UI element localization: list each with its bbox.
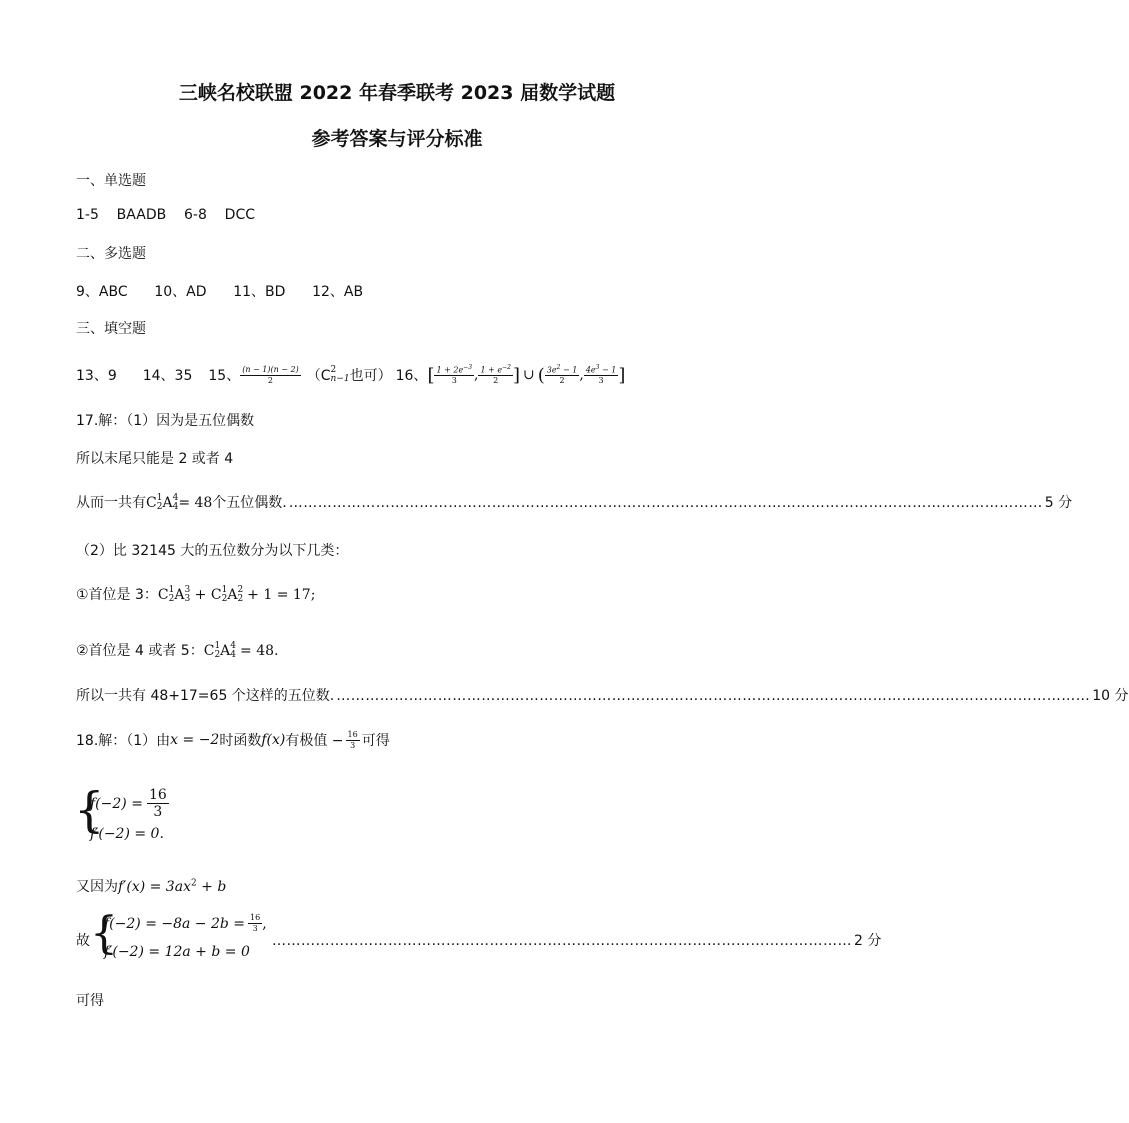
q18-system1-row2: f′(−2) = 0.: [90, 826, 164, 842]
q18-system1-row1: f(−2) = $\frac{16}{3}$: [90, 787, 167, 820]
answer-13: 13、9: [76, 368, 117, 384]
q17-line1: 17.解：（1）因为是五位偶数: [76, 413, 255, 429]
q18-line4-leader: ………………………………………………………………………………………………………… 2 分: [272, 930, 698, 950]
score-leader: …………………………………………………………………………………………………………………………………………: [336, 688, 1091, 704]
answer-15-alt-indices: 2 n−1: [330, 365, 350, 384]
answer-16-frac-c: $\frac{3e^2 - 1}{2}$: [546, 363, 578, 386]
answer-15-fraction: $\frac{(n - 1)(n - 2)}{2}$: [242, 364, 299, 385]
page-subtitle: 参考答案与评分标准: [311, 128, 483, 150]
q17-line6: ②首位是 4 或者 5： C 1 2 A 4 4 = 48.: [76, 641, 279, 660]
q17-score-1: 5 分: [1044, 495, 1073, 511]
answer-16-label: 16、: [395, 368, 428, 384]
q18-line4-prefix: 故: [76, 933, 90, 949]
q17-combination-formula: C 1 2 A 4 4: [146, 493, 179, 512]
q18-score-1: 2 分: [854, 933, 882, 949]
q17-line3: 从而一共有 C 1 2 A 4 4 = 48个五位偶数. ………………………………………………………………………………………………………………………………………… 5 分: [76, 493, 1073, 512]
answer-15-label: 15、: [208, 368, 241, 384]
answer-15-alt-close: 也可）: [349, 368, 392, 384]
single-choice-answers: 1-5 BAADB 6-8 DCC: [76, 207, 255, 223]
score-leader: …………………………………………………………………………………………………………………………………………: [288, 495, 1043, 511]
answer-14: 14、35: [142, 368, 193, 384]
q17-line5: ①首位是 3： C 1 2 A 3 3 + C 1 2 A 2 2 + 1 = 17;: [76, 585, 316, 604]
answer-16-frac-b: $\frac{1 + e^{-2}}{2}$: [480, 363, 511, 386]
system-brace: {: [74, 782, 105, 838]
fill-blank-answers: 13、9 14、35 15、 $\frac{(n - 1)(n - 2)}{2}$ （C 2 n−1 也可） 16、 [ $\frac{1 + 2e^{-3}}{3}$ , $\frac{1 + e^{-2}}{2}$ ] ∪ ( $\frac{3e^2 - 1}{2}$ , $\frac{4e^3 - 1}{3}$ ]: [76, 363, 626, 386]
section-multi-choice-heading: 二、多选题: [76, 246, 146, 262]
section-fill-blank-heading: 三、填空题: [76, 321, 146, 337]
q18-line3: 又因为$f'(x) = 3ax^2 + b$: [76, 878, 227, 895]
q18-line1: 18.解：（1）由 x = −2 时函数 f(x) 有极值 − $\frac{16}{3}$ 可得: [76, 729, 390, 750]
q17-line7: 所以一共有 48+17=65 个这样的五位数. ………………………………………………………………………………………………………………………………………… 10 分: [76, 685, 698, 705]
answer-16-frac-a: $\frac{1 + 2e^{-3}}{3}$: [436, 363, 473, 386]
answer-16-frac-d: $\frac{4e^3 - 1}{3}$: [585, 363, 617, 386]
q17-score-2: 10 分: [1092, 688, 1129, 704]
multi-choice-answers: 9、ABC 10、AD 11、BD 12、AB: [76, 284, 364, 300]
section-single-choice-heading: 一、单选题: [76, 173, 146, 189]
page-title: 三峡名校联盟 2022 年春季联考 2023 届数学试题: [178, 82, 616, 104]
q17-line4: （2）比 32145 大的五位数分为以下几类：: [76, 543, 349, 559]
q18-line5: 可得: [76, 993, 104, 1009]
q17-line2: 所以末尾只能是 2 或者 4: [76, 451, 234, 467]
q18-system2-row2: f′(−2) = 12a + b = 0: [104, 944, 250, 960]
q18-system2-row1: f(−2) = −8a − 2b = $\frac{16}{3}$ ,: [104, 913, 267, 933]
system-brace: {: [90, 908, 118, 959]
answer-15-alt-open: （C: [306, 368, 331, 384]
